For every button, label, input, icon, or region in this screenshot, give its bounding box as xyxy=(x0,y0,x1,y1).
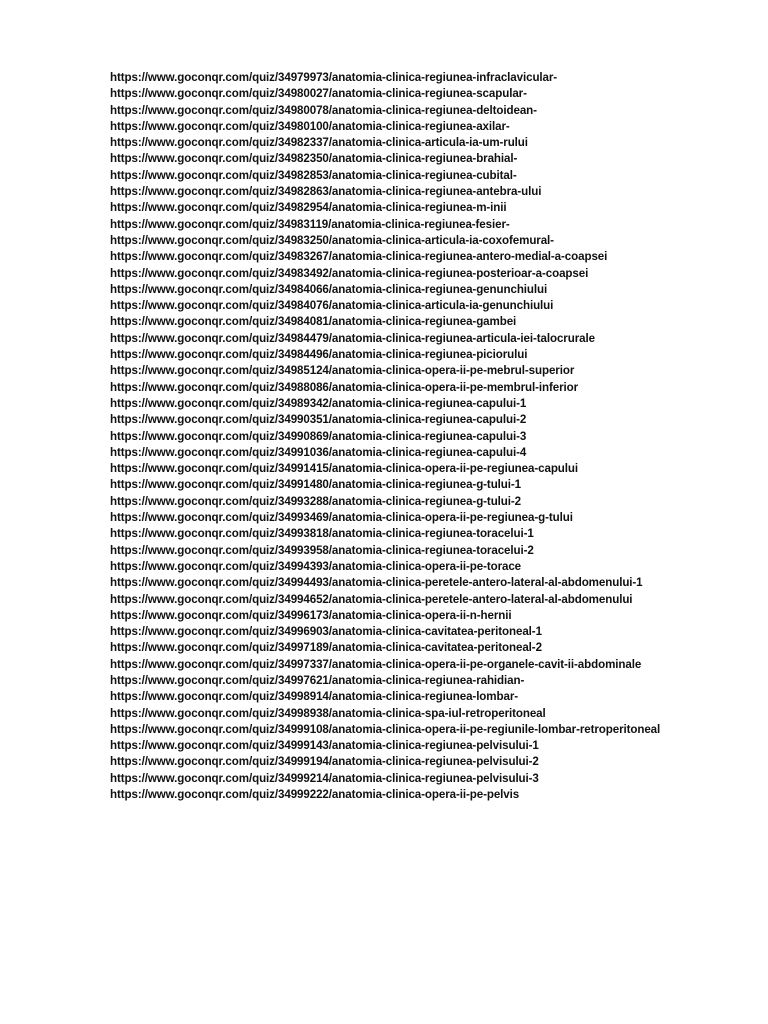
link-item[interactable]: https://www.goconqr.com/quiz/34990351/anatomia-clinica-regiunea-capului-2 xyxy=(110,413,527,427)
link-item[interactable]: https://www.goconqr.com/quiz/34983119/anatomia-clinica-regiunea-fesier- xyxy=(110,217,510,231)
link-item[interactable]: https://www.goconqr.com/quiz/34982954/anatomia-clinica-regiunea-m-inii xyxy=(110,201,507,215)
link-item[interactable]: https://www.goconqr.com/quiz/34984076/anatomia-clinica-articula-ia-genunchiului xyxy=(110,299,554,313)
link-item[interactable]: https://www.goconqr.com/quiz/34993818/anatomia-clinica-regiunea-toracelui-1 xyxy=(110,527,534,541)
link-item[interactable]: https://www.goconqr.com/quiz/34990869/anatomia-clinica-regiunea-capului-3 xyxy=(110,429,527,443)
link-item[interactable]: https://www.goconqr.com/quiz/34980100/anatomia-clinica-regiunea-axilar- xyxy=(110,119,510,133)
link-item[interactable]: https://www.goconqr.com/quiz/34982863/anatomia-clinica-regiunea-antebra-ului xyxy=(110,185,542,199)
link-item[interactable]: https://www.goconqr.com/quiz/34984496/anatomia-clinica-regiunea-piciorului xyxy=(110,348,528,362)
link-item[interactable]: https://www.goconqr.com/quiz/34991415/anatomia-clinica-opera-ii-pe-regiunea-capului xyxy=(110,462,579,476)
link-item[interactable]: https://www.goconqr.com/quiz/34999108/anatomia-clinica-opera-ii-pe-regiunile-lombar-retroperitoneal xyxy=(110,722,661,736)
link-item[interactable]: https://www.goconqr.com/quiz/34979973/anatomia-clinica-regiunea-infraclavicular- xyxy=(110,71,558,84)
link-item[interactable]: https://www.goconqr.com/quiz/34993469/anatomia-clinica-opera-ii-pe-regiunea-g-tului xyxy=(110,511,573,525)
link-item[interactable]: https://www.goconqr.com/quiz/34999214/anatomia-clinica-regiunea-pelvisului-3 xyxy=(110,771,539,785)
link-item[interactable]: https://www.goconqr.com/quiz/34998914/anatomia-clinica-regiunea-lombar- xyxy=(110,690,519,704)
link-item[interactable]: https://www.goconqr.com/quiz/34984479/anatomia-clinica-regiunea-articula-iei-talocrurale xyxy=(110,331,595,345)
link-item[interactable]: https://www.goconqr.com/quiz/34997189/anatomia-clinica-cavitatea-peritoneal-2 xyxy=(110,641,542,655)
link-item[interactable]: https://www.goconqr.com/quiz/34996173/anatomia-clinica-opera-ii-n-hernii xyxy=(110,608,512,622)
link-item[interactable]: https://www.goconqr.com/quiz/34994652/anatomia-clinica-peretele-antero-lateral-al-abdomenului xyxy=(110,592,633,606)
link-item[interactable]: https://www.goconqr.com/quiz/34982853/anatomia-clinica-regiunea-cubital- xyxy=(110,168,517,182)
link-item[interactable]: https://www.goconqr.com/quiz/34983267/anatomia-clinica-regiunea-antero-medial-a-coapsei xyxy=(110,250,608,264)
link-item[interactable]: https://www.goconqr.com/quiz/34988086/anatomia-clinica-opera-ii-pe-membrul-inferior xyxy=(110,380,578,394)
link-item[interactable]: https://www.goconqr.com/quiz/34991480/anatomia-clinica-regiunea-g-tului-1 xyxy=(110,478,522,492)
link-item[interactable]: https://www.goconqr.com/quiz/34993958/anatomia-clinica-regiunea-toracelui-2 xyxy=(110,543,534,557)
link-item[interactable]: https://www.goconqr.com/quiz/34985124/anatomia-clinica-opera-ii-pe-mebrul-superior xyxy=(110,364,575,378)
link-item[interactable]: https://www.goconqr.com/quiz/34982337/anatomia-clinica-articula-ia-um-rului xyxy=(110,136,528,150)
link-item[interactable]: https://www.goconqr.com/quiz/34983492/anatomia-clinica-regiunea-posterioar-a-coapsei xyxy=(110,266,589,280)
link-item[interactable]: https://www.goconqr.com/quiz/34993288/anatomia-clinica-regiunea-g-tului-2 xyxy=(110,494,522,508)
link-item[interactable]: https://www.goconqr.com/quiz/34984081/anatomia-clinica-regiunea-gambei xyxy=(110,315,517,329)
link-item[interactable]: https://www.goconqr.com/quiz/34994493/anatomia-clinica-peretele-antero-lateral-al-abdomenului-1 xyxy=(110,576,643,590)
link-item[interactable]: https://www.goconqr.com/quiz/34997337/anatomia-clinica-opera-ii-pe-organele-cavit-ii-abdominale xyxy=(110,657,642,671)
link-item[interactable]: https://www.goconqr.com/quiz/34982350/anatomia-clinica-regiunea-brahial- xyxy=(110,152,518,166)
link-item[interactable]: https://www.goconqr.com/quiz/34994393/anatomia-clinica-opera-ii-pe-torace xyxy=(110,559,522,573)
link-item[interactable]: https://www.goconqr.com/quiz/34997621/anatomia-clinica-regiunea-rahidian- xyxy=(110,673,525,687)
link-item[interactable]: https://www.goconqr.com/quiz/34984066/anatomia-clinica-regiunea-genunchiului xyxy=(110,282,548,296)
link-item[interactable]: https://www.goconqr.com/quiz/34989342/anatomia-clinica-regiunea-capului-1 xyxy=(110,396,527,410)
link-list xyxy=(110,70,730,803)
link-item[interactable]: https://www.goconqr.com/quiz/34980027/anatomia-clinica-regiunea-scapular- xyxy=(110,87,527,101)
link-item[interactable]: https://www.goconqr.com/quiz/34999194/anatomia-clinica-regiunea-pelvisului-2 xyxy=(110,755,539,769)
link-item[interactable]: https://www.goconqr.com/quiz/34999143/anatomia-clinica-regiunea-pelvisului-1 xyxy=(110,739,539,753)
link-item[interactable]: https://www.goconqr.com/quiz/34983250/anatomia-clinica-articula-ia-coxofemural- xyxy=(110,233,554,247)
link-item[interactable]: https://www.goconqr.com/quiz/34980078/anatomia-clinica-regiunea-deltoidean- xyxy=(110,103,537,117)
link-item[interactable]: https://www.goconqr.com/quiz/34996903/anatomia-clinica-cavitatea-peritoneal-1 xyxy=(110,625,542,639)
link-item[interactable]: https://www.goconqr.com/quiz/34998938/anatomia-clinica-spa-iul-retroperitoneal xyxy=(110,706,546,720)
link-item[interactable]: https://www.goconqr.com/quiz/34999222/anatomia-clinica-opera-ii-pe-pelvis xyxy=(110,788,520,802)
link-item[interactable]: https://www.goconqr.com/quiz/34991036/anatomia-clinica-regiunea-capului-4 xyxy=(110,445,527,459)
